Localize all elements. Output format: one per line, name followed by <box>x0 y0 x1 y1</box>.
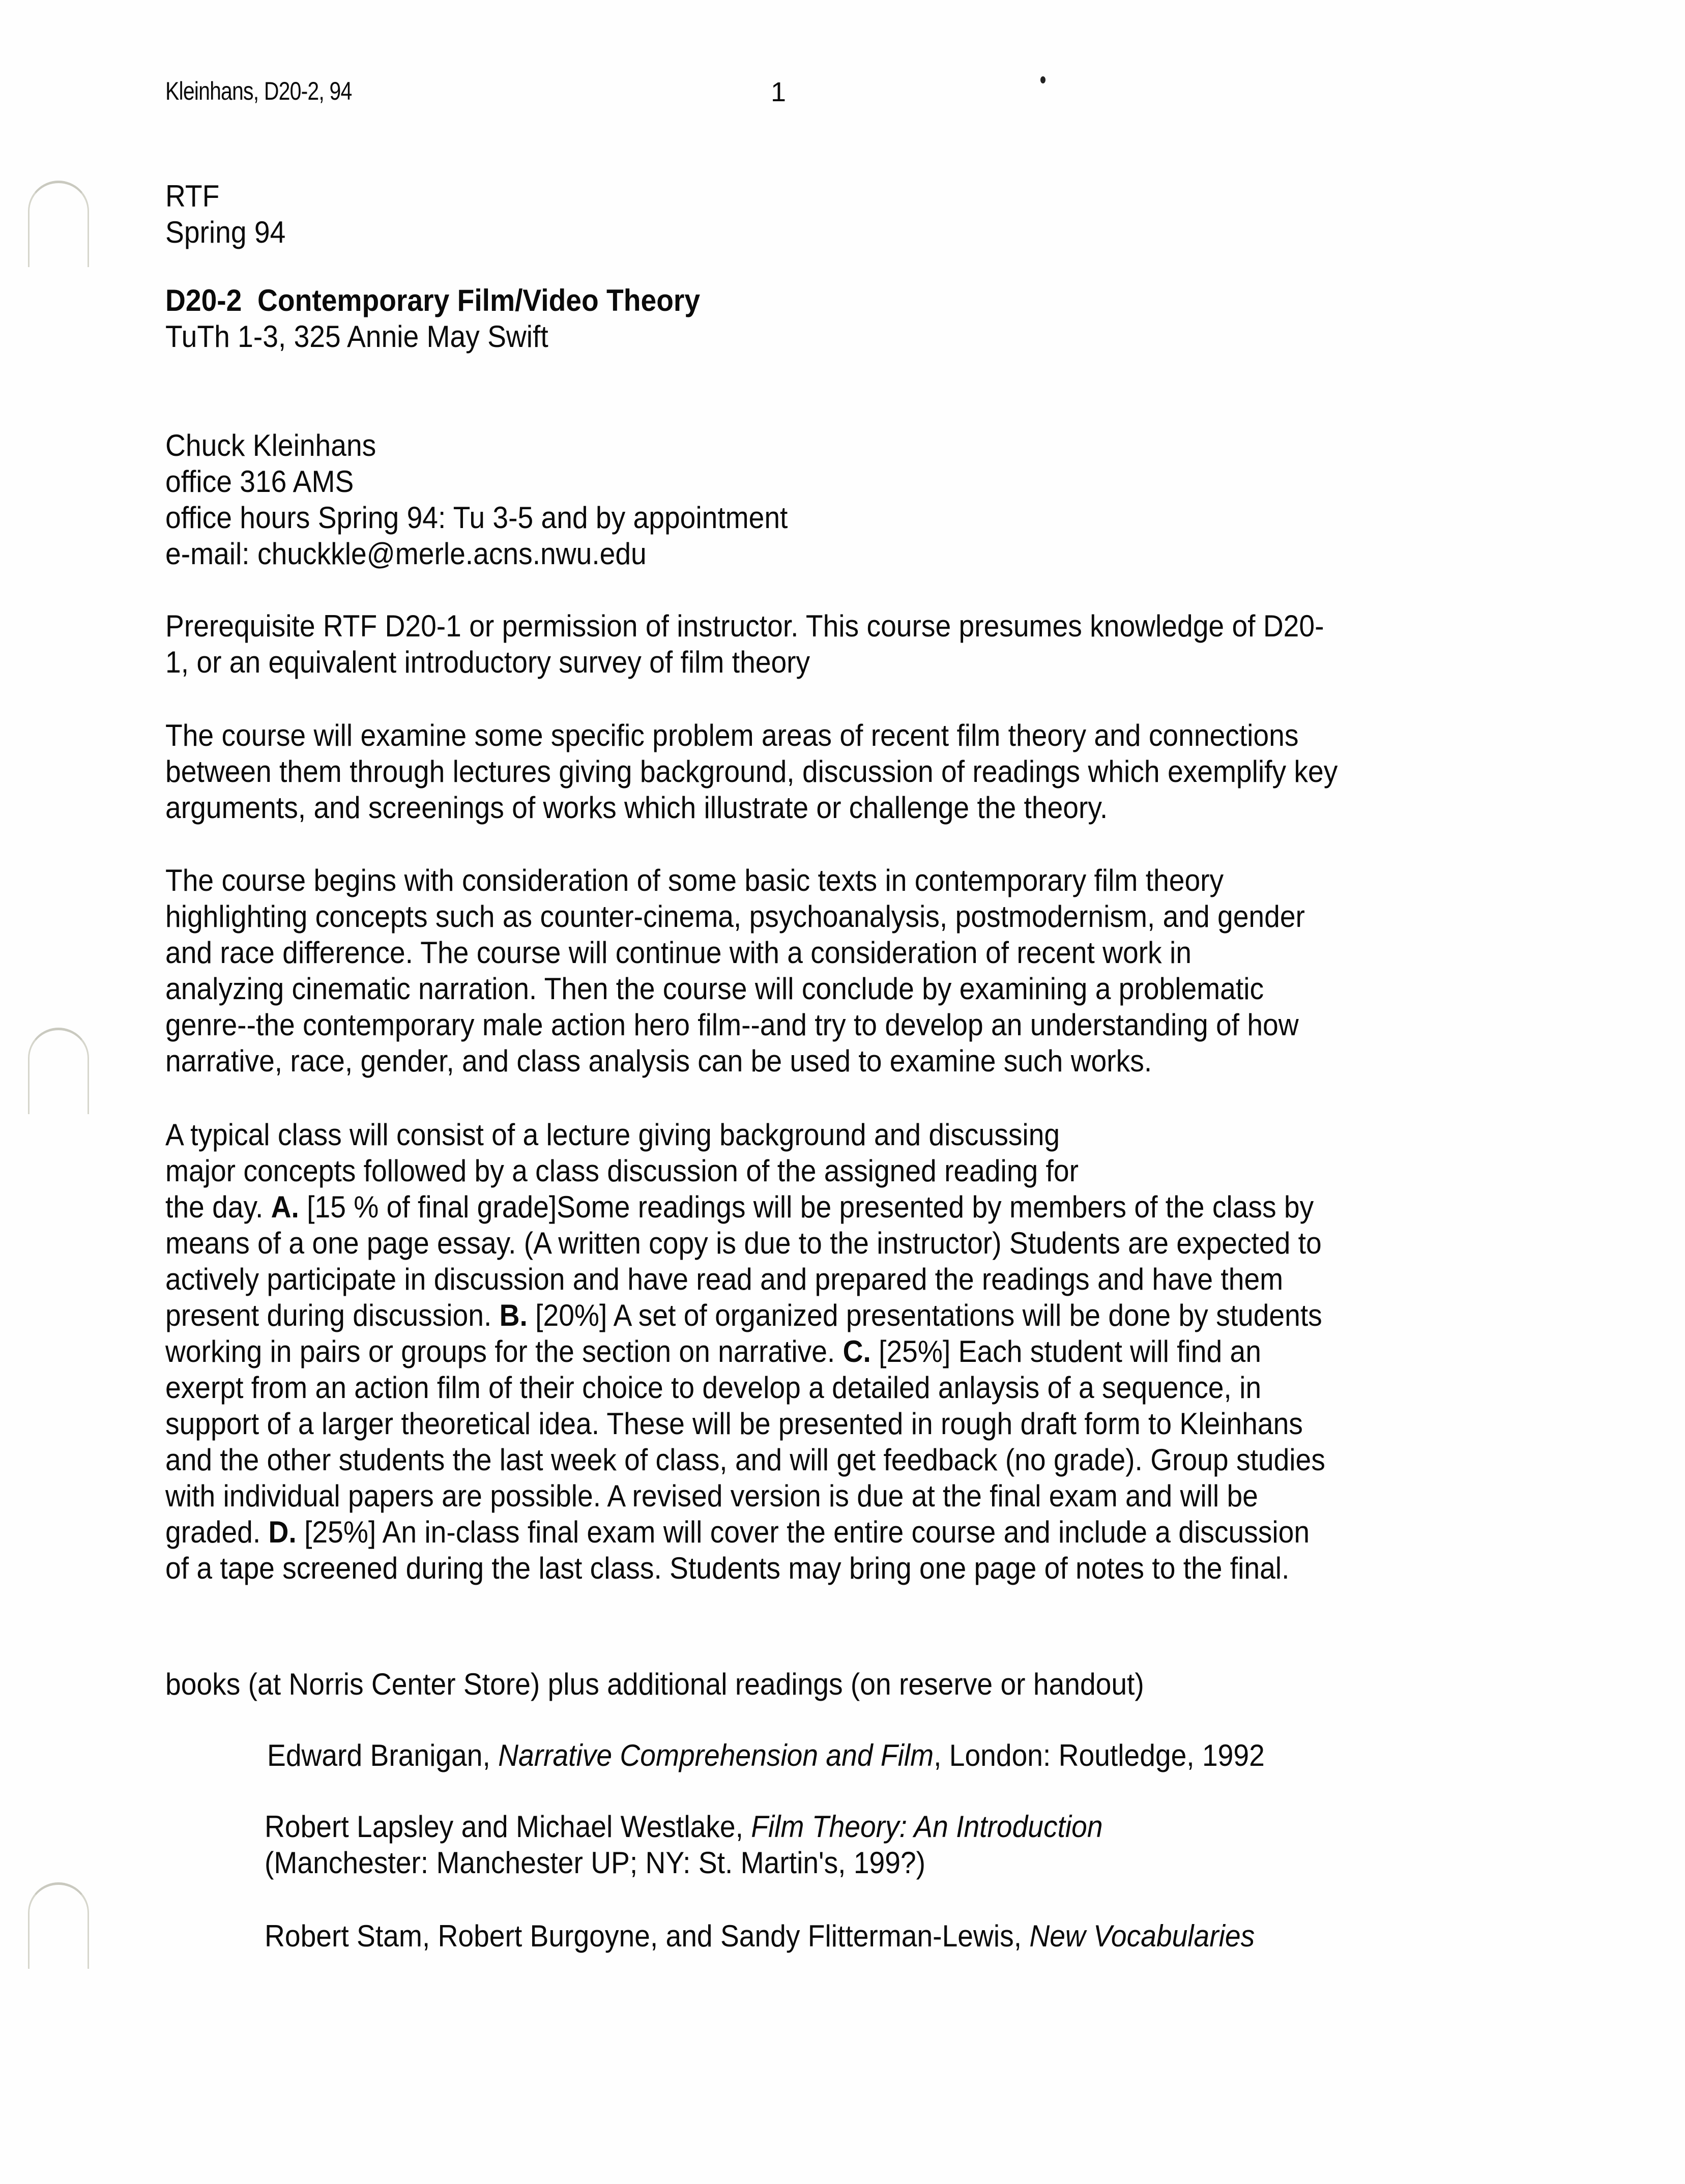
course-name: Contemporary Film/Video Theory <box>257 283 701 317</box>
paragraph-line: and the other students the last week of class, and will get feedback (no grade). Group studies <box>165 1443 1325 1477</box>
punch-hole <box>28 181 89 267</box>
course-meta <box>165 178 285 250</box>
grade-component-d-label: D. <box>268 1515 297 1549</box>
book-author: Robert Stam, Robert Burgoyne, and Sandy Flitterman-Lewis, <box>265 1919 1030 1953</box>
running-head: Kleinhans, D20-2, 94 <box>165 77 352 105</box>
course-title-block <box>165 282 700 355</box>
citation-line <box>265 1809 1103 1845</box>
paragraph-line: major concepts followed by a class discussion of the assigned reading for <box>165 1154 1079 1188</box>
paragraph-line: means of a one page essay. (A written copy is due to the instructor) Students are expected to <box>165 1226 1322 1260</box>
book-entry <box>265 1809 1103 1881</box>
book-entry <box>265 1918 1255 1954</box>
paragraph-line: arguments, and screenings of works which illustrate or challenge the theory. <box>165 791 1108 825</box>
paragraph-line <box>165 1514 1325 1550</box>
page-number: 1 <box>771 77 787 107</box>
grade-component-a-label: A. <box>271 1190 299 1224</box>
text-run: [25%] Each student will find an <box>870 1334 1261 1368</box>
text-run: [25%] An in-class final exam will cover the entire course and include a discussion <box>296 1515 1310 1549</box>
paragraph-line: with individual papers are possible. A revised version is due at the final exam and will be <box>165 1479 1258 1513</box>
department: RTF <box>165 179 220 213</box>
punch-hole <box>28 1882 89 1969</box>
paragraph-line: of a tape screened during the last class. Students may bring one page of notes to the final. <box>165 1551 1290 1585</box>
instructor-name: Chuck Kleinhans <box>165 428 376 462</box>
instructor-email: e-mail: chuckkle@merle.acns.nwu.edu <box>165 537 647 571</box>
grade-component-c-label: C. <box>842 1334 871 1368</box>
text-run: [15 % of final grade]Some readings will be presented by members of the class by <box>299 1190 1314 1224</box>
paragraph-line: actively participate in discussion and have read and prepared the readings and have them <box>165 1262 1284 1296</box>
citation-line <box>265 1918 1255 1954</box>
structure-paragraph <box>165 862 1305 1079</box>
course-schedule: TuTh 1-3, 325 Annie May Swift <box>165 319 548 354</box>
paragraph-line <box>165 1333 1325 1370</box>
paragraph-line: narrative, race, gender, and class analysis can be used to examine such works. <box>165 1044 1152 1078</box>
paragraph-line: highlighting concepts such as counter-cinema, psychoanalysis, postmodernism, and gender <box>165 899 1305 934</box>
paragraph-line: and race difference. The course will continue with a consideration of recent work in <box>165 936 1192 970</box>
book-author: Edward Branigan, <box>267 1738 499 1772</box>
text-run: present during discussion. <box>165 1298 500 1332</box>
book-publication: , London: Routledge, 1992 <box>934 1738 1265 1772</box>
overview-paragraph <box>165 717 1338 826</box>
paragraph-line: 1, or an equivalent introductory survey of film theory <box>165 645 810 679</box>
term: Spring 94 <box>165 215 286 249</box>
punch-hole <box>28 1028 89 1114</box>
paragraph-line: between them through lectures giving background, discussion of readings which exemplify key <box>165 754 1338 789</box>
citation-line <box>267 1737 1265 1773</box>
book-entry <box>267 1737 1265 1773</box>
scan-speck <box>1040 76 1045 83</box>
course-code: D20-2 <box>165 283 242 317</box>
paragraph-line: The course begins with consideration of some basic texts in contemporary film theory <box>165 863 1224 897</box>
text-run: working in pairs or groups for the section on narrative. <box>165 1334 843 1368</box>
book-title: Narrative Comprehension and Film <box>498 1738 934 1772</box>
prerequisite-paragraph <box>165 608 1324 680</box>
paragraph-line <box>165 1189 1325 1225</box>
text-run: [20%] A set of organized presentations will be done by students <box>527 1298 1322 1332</box>
instructor-office-hours: office hours Spring 94: Tu 3-5 and by appointment <box>165 501 788 535</box>
book-title: Film Theory: An Introduction <box>751 1810 1103 1844</box>
grading-paragraph <box>165 1117 1325 1586</box>
book-author: Robert Lapsley and Michael Westlake, <box>265 1810 751 1844</box>
books-intro: books (at Norris Center Store) plus additional readings (on reserve or handout) <box>165 1667 1144 1701</box>
paragraph-line: The course will examine some specific problem areas of recent film theory and connections <box>165 718 1299 752</box>
book-publication: (Manchester: Manchester UP; NY: St. Martin's, 199?) <box>265 1846 926 1880</box>
instructor-office: office 316 AMS <box>165 464 354 499</box>
text-run: the day. <box>165 1190 271 1224</box>
text-run: graded. <box>165 1515 269 1549</box>
paragraph-line: exerpt from an action film of their choice to develop a detailed anlaysis of a sequence, in <box>165 1371 1262 1405</box>
paragraph-line: Prerequisite RTF D20-1 or permission of instructor. This course presumes knowledge of D20- <box>165 609 1324 643</box>
grade-component-b-label: B. <box>499 1298 528 1332</box>
paragraph-line: A typical class will consist of a lecture giving background and discussing <box>165 1118 1060 1152</box>
paragraph-line: genre--the contemporary male action hero film--and try to develop an understanding of how <box>165 1008 1299 1042</box>
course-title <box>165 282 700 318</box>
paragraph-line: support of a larger theoretical idea. These will be presented in rough draft form to Kleinhans <box>165 1407 1303 1441</box>
paragraph-line: analyzing cinematic narration. Then the course will conclude by examining a problematic <box>165 972 1264 1006</box>
instructor-block <box>165 427 788 572</box>
book-title: New Vocabularies <box>1029 1919 1255 1953</box>
paragraph-line <box>165 1297 1325 1333</box>
